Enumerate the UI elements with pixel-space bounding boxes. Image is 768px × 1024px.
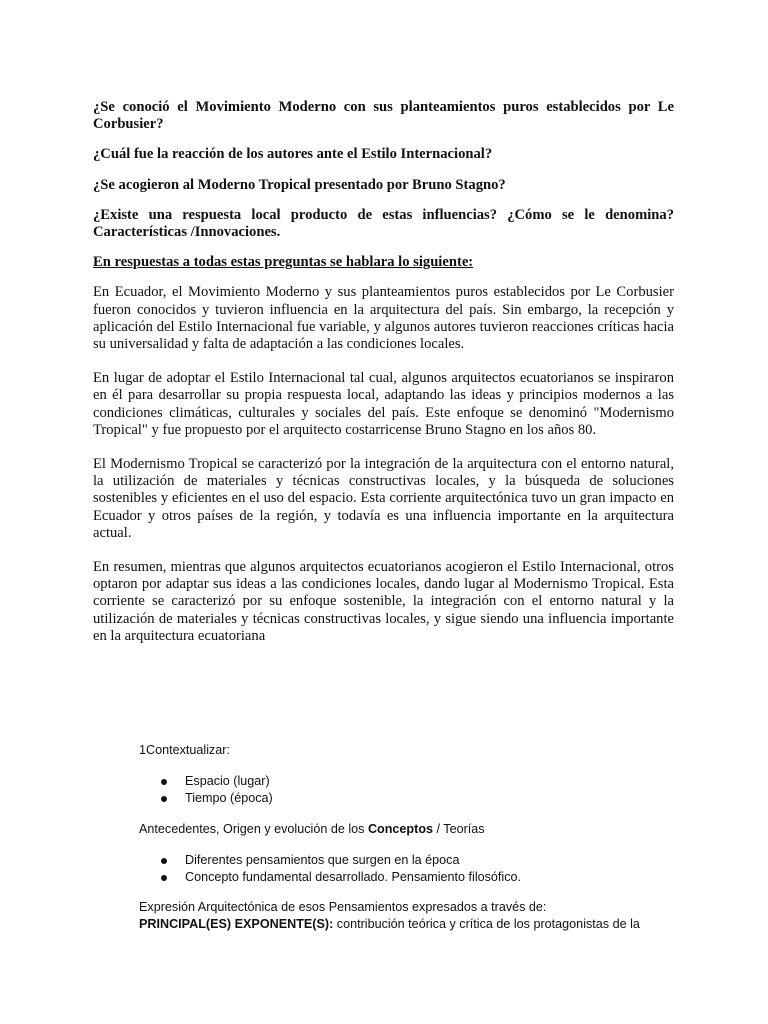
list-item-label: Tiempo (época) xyxy=(185,791,273,805)
paragraph-2: En lugar de adoptar el Estilo Internacional tal cual, algunos arquitectos ecuatorianos se inspiraron en él para desarrollar su propia respuesta local, adaptando las ideas y principios modernos a las condiciones climáticas, culturales y sociales del país. Este enfoque se denominó "Modernismo Tropical" y fue propuesto por el arquitecto costarricense Bruno Stagno en los años 80. xyxy=(93,370,674,438)
list-item-label: Diferentes pensamientos que surgen en la época xyxy=(185,853,460,867)
question-2: ¿Cuál fue la reacción de los autores ante el Estilo Internacional? xyxy=(93,146,493,163)
list-item-label: Concepto fundamental desarrollado. Pensamiento filosófico. xyxy=(185,870,522,884)
question-1: ¿Se conoció el Movimiento Moderno con sus planteamientos puros establecidos por Le Corbusier? xyxy=(93,99,674,133)
expression-line: Expresión Arquitectónica de esos Pensamientos expresados a través de: xyxy=(139,900,547,914)
list-item-label: Espacio (lugar) xyxy=(185,774,270,788)
answers-heading: En respuestas a todas estas preguntas se hablara lo siguiente: xyxy=(93,254,474,271)
exponents-bold: PRINCIPAL(ES) EXPONENTE(S): xyxy=(139,917,334,931)
paragraph-1: En Ecuador, el Movimiento Moderno y sus planteamientos puros establecidos por Le Corbusier fueron conocidos y tuvieron influencia en la arquitectura del país. Sin embargo, la recepción y aplicación del Estilo Internacional fue variable, y algunos autores tuvieron reacciones críticas hacia su universalidad y falta de adaptación a las condiciones locales. xyxy=(93,284,674,353)
question-4: ¿Existe una respuesta local producto de estas influencias? ¿Cómo se le denomina? Características /Innovaciones. xyxy=(93,206,674,241)
bullet-icon xyxy=(161,858,167,864)
bullet-icon xyxy=(161,796,167,802)
list-item xyxy=(139,852,699,869)
outline-block xyxy=(139,742,699,933)
main-text-block xyxy=(93,99,674,645)
list-item xyxy=(139,869,699,886)
antecedents-line xyxy=(139,821,699,838)
bullet-icon xyxy=(161,875,167,881)
list-item xyxy=(139,773,699,790)
exponents-text: contribución teórica y crítica de los protagonistas de la xyxy=(333,917,640,931)
paragraph-3: El Modernismo Tropical se caracterizó por la integración de la arquitectura con el entorno natural, la utilización de materiales y técnicas constructivas locales, y la búsqueda de soluciones sostenibles y eficientes en el uso del espacio. Esta corriente arquitectónica tuvo un gran impacto en Ecuador y otros países de la región, y todavía es una influencia importante en la arquitectura actual. xyxy=(93,456,674,541)
antecedents-suffix: / Teorías xyxy=(433,822,485,836)
antecedents-list xyxy=(139,852,699,886)
exponents-line xyxy=(139,916,699,933)
antecedents-prefix: Antecedentes, Origen y evolución de los xyxy=(139,822,368,836)
bullet-icon xyxy=(161,779,167,785)
contextualize-list xyxy=(139,773,699,807)
list-item xyxy=(139,790,699,807)
antecedents-bold: Conceptos xyxy=(367,822,434,836)
paragraph-4: En resumen, mientras que algunos arquitectos ecuatorianos acogieron el Estilo Internacional, otros optaron por adaptar sus ideas a las condiciones locales, dando lugar al Modernismo Tropical. Esta corriente se caracterizó por su enfoque sostenible, la integración con el entorno natural y la utilización de materiales y técnicas constructivas locales, y sigue siendo una influencia importante en la arquitectura ecuatoriana xyxy=(93,559,674,644)
question-3: ¿Se acogieron al Moderno Tropical presentado por Bruno Stagno? xyxy=(93,176,506,193)
contextualize-title: 1Contextualizar: xyxy=(139,743,231,757)
